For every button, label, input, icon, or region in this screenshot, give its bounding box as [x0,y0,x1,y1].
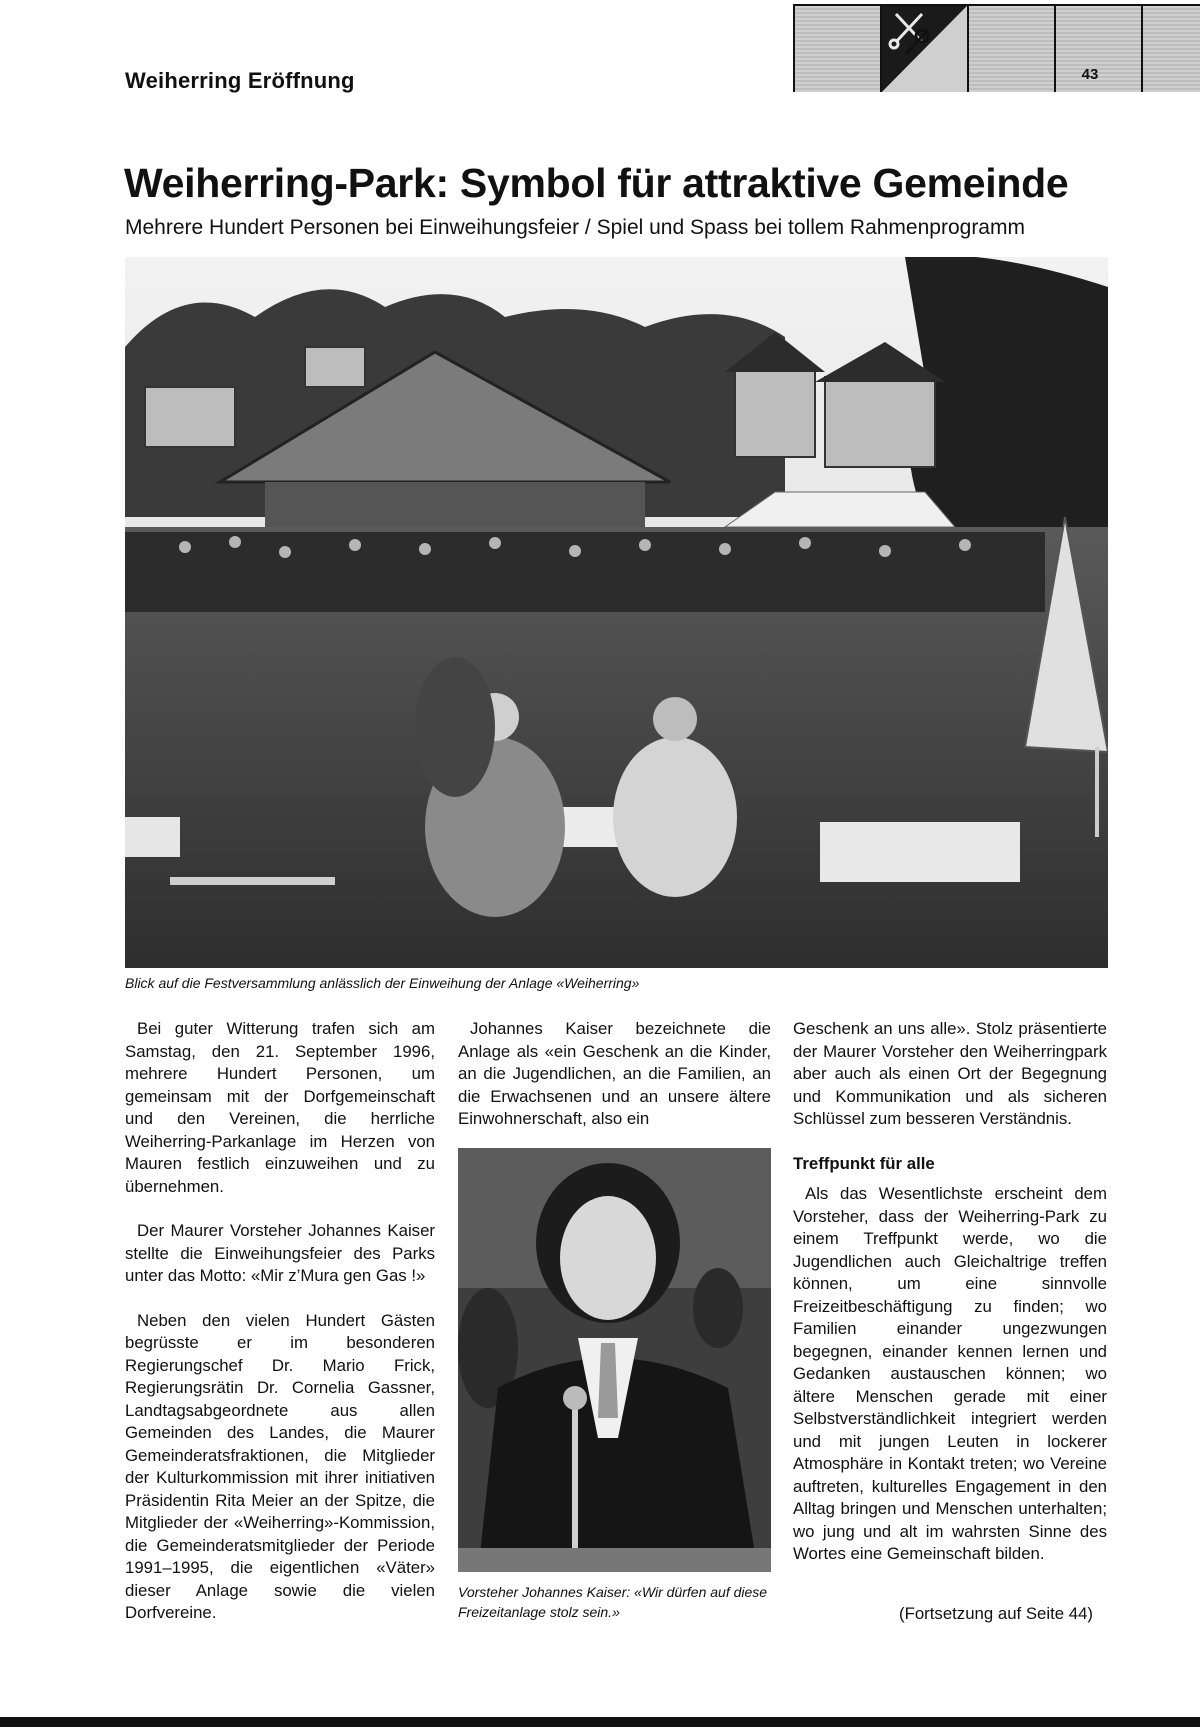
portrait-caption: Vorsteher Johannes Kaiser: «Wir dürfen auf diese Freizeitanlage stolz sein.» [458,1584,768,1620]
section-subheading: Treffpunkt für alle [793,1153,935,1173]
continuation-note: (Fortsetzung auf Seite 44) [899,1604,1094,1623]
paragraph: Geschenk an uns alle». Stolz präsentierte der Maurer Vorsteher den Weiherringpark aber auch als einen Ort der Begegnung und Kommunikation und als sicheren Schlüssel zum besseren Verständnis. [793,1019,1107,1128]
paragraph: Als das Wesentlichste erscheint dem Vorsteher, dass der Weiherring-Park zu einem Treffpunkt werde, wo die Jugendlichen auch Gleichaltrige treffen können, um eine sinnvolle Freizeitbeschäftigung zu finden; wo Familien einander ungezwungen begegnen, einander kennen lernen und Gedanken austauschen können; wo ältere Menschen gerade mit einer Selbstverständlichkeit integriert werden und mit jungen Leuten in lockerer Atmosphäre in Kontakt treten; wo Vereine auftreten, kulturelles Engagement in den Alltag bringen und Menschen unterhalten; wo jung und alt im wahrsten Sinne des Wortes eine Gemeinschaft bilden. [793,1184,1107,1563]
paragraph: Bei guter Witterung trafen sich am Samstag, den 21. September 1996, mehrere Hundert Personen, um gemeinsam mit der Dorfgemeinschaft und den Vereinen, die herrliche Weiherring-Parkanlage im Herzen von Mauren festlich einzuweihen und zu übernehmen. [125,1019,435,1196]
article-title: Weiherring-Park: Symbol für attraktive Gemeinde [124,160,1069,206]
crossed-keys-icon [882,6,967,92]
page-border [0,1717,1200,1727]
text-column-2 [458,1018,771,1153]
text-column-3 [793,1018,1107,1566]
header-strip-cell [967,6,1054,92]
emblem-cell [880,6,967,92]
paragraph: Der Maurer Vorsteher Johannes Kaiser stellte die Einweihungsfeier des Parks unter das Motto: «Mir z’Mura gen Gas !» [125,1221,435,1285]
section-header: Weiherring Eröffnung [125,68,355,93]
header-strip [793,4,1200,92]
header-strip-cell [1141,6,1200,92]
paragraph: Johannes Kaiser bezeichnete die Anlage als «ein Geschenk an die Kinder, an die Jugendlichen, an die Familien, an die Erwachsenen und an unsere ältere Einwohnerschaft, also ein [458,1019,771,1128]
text-column-1 [125,1018,435,1647]
photo-caption: Blick auf die Festversammlung anlässlich der Einweihung der Anlage «Weiherring» [125,975,640,991]
festival-photo [125,257,1108,968]
paragraph: Neben den vielen Hundert Gästen begrüsste er im besonderen Regierungschef Dr. Mario Frick, Regierungsrätin Dr. Cornelia Gassner, Landtagsabgeordnete aus allen Gemeinden des Landes, die Maurer Gemeinderatsfraktionen, die Mitglieder der Kulturkommission mit ihrer initiativen Präsidentin Rita Meier an der Spitze, die Mitglieder der «Weiherring»-Kommission, die Gemeinderatsmitglieder der Periode 1991–1995, die eigentlichen «Väter» dieser Anlage sowie die vielen Dorfvereine. [125,1310,435,1622]
header-strip-cell [793,6,880,92]
article-subtitle: Mehrere Hundert Personen bei Einweihungsfeier / Spiel und Spass bei tollem Rahmenprogramm [125,216,1025,239]
portrait-photo [458,1148,771,1572]
page-number: 43 [1081,66,1099,83]
